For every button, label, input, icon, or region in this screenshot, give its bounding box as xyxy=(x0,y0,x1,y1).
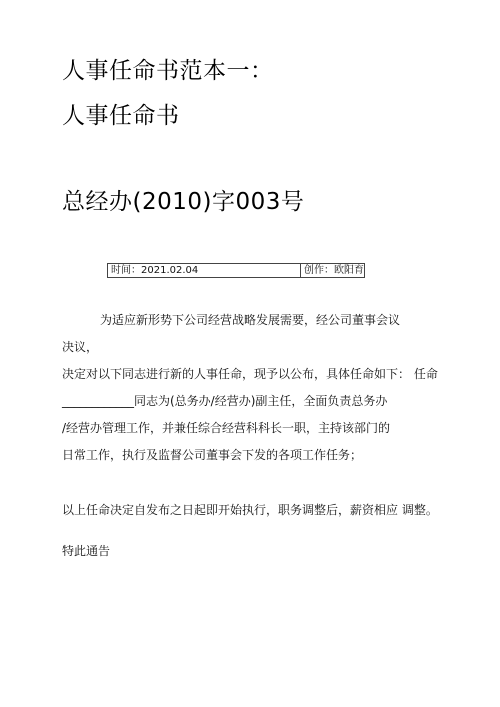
time-box: 时间：2021.02.04 xyxy=(107,263,301,278)
author-box: 创作：欧阳育 xyxy=(300,263,365,278)
paragraph-line-6: 日常工作，执行及监督公司董事会下发的各项工作任务； xyxy=(62,448,363,462)
paragraph-line-5: /经营办管理工作，并兼任综合经营科科长一职，主持该部门的 xyxy=(62,421,391,435)
paragraph-line-3: 决定对以下同志进行新的人事任命，现予以公布，具体任命如下： 任命 xyxy=(62,367,438,381)
heading-title-2: 人事任命书 xyxy=(62,103,180,129)
paragraph-line-2: 决议， xyxy=(62,340,99,354)
document-number: 总经办(2010)字003号 xyxy=(62,189,305,215)
paragraph-line-4: ____________同志为(总务办/经营办)副主任，全面负责总务办 xyxy=(62,394,388,408)
paragraph-line-1: 为适应新形势下公司经营战略发展需要，经公司董事会议 xyxy=(100,313,401,327)
paragraph-line-7: 以上任命决定自发布之日起即开始执行，职务调整后，薪资相应 调整。 xyxy=(62,503,438,517)
heading-title-1: 人事任命书范本一： xyxy=(62,58,274,84)
closing-notice: 特此通告 xyxy=(62,544,111,558)
